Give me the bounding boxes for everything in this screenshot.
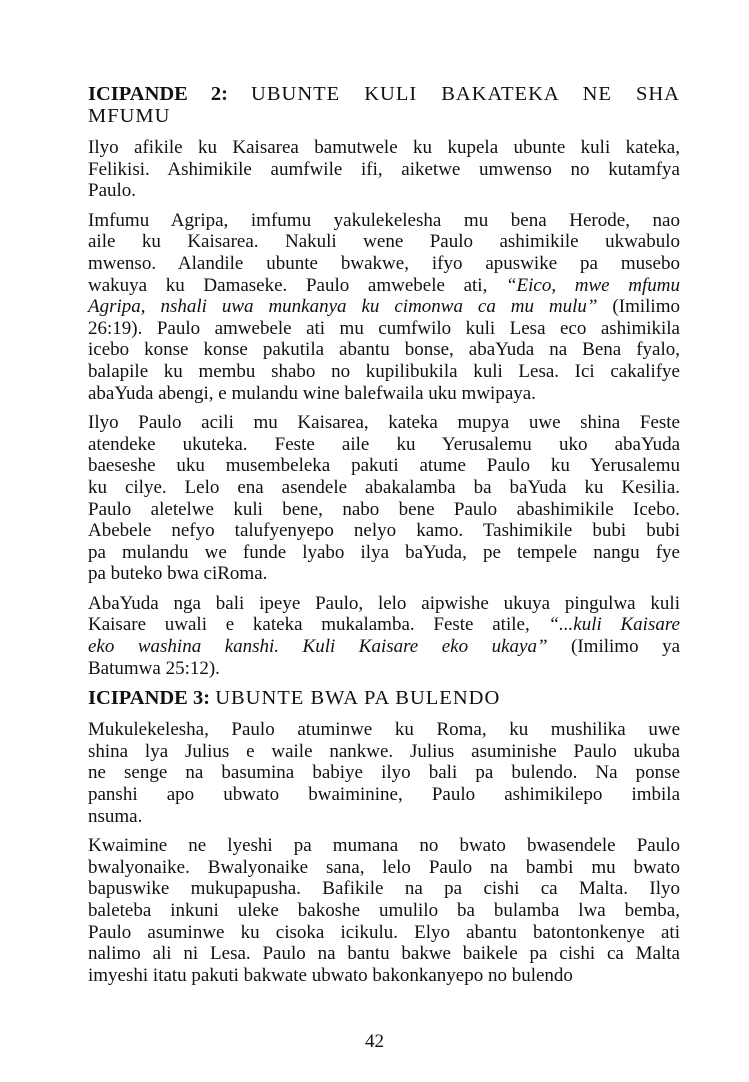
text-line xyxy=(88,835,680,857)
text-line xyxy=(88,180,680,202)
bold-label: ICIPANDE 2: xyxy=(88,83,252,105)
text-segment: panshi apo ubwato bwaiminine, Paulo ashimikilepo imbila xyxy=(88,784,680,806)
paragraph xyxy=(88,835,680,986)
text-line xyxy=(88,719,680,741)
text-segment: shina lya Julius e waile nankwe. Julius asuminishe Paulo ukuba xyxy=(88,740,680,762)
text-segment: (Imilimo xyxy=(597,296,680,318)
text-line xyxy=(88,563,680,585)
text-segment: aile ku Kaisarea. Nakuli wene Paulo ashimikile ukwabulo xyxy=(88,231,680,253)
text-line xyxy=(88,542,680,564)
text-line xyxy=(88,105,680,127)
paragraph xyxy=(88,412,680,585)
text-line xyxy=(88,477,680,499)
text-line xyxy=(88,210,680,232)
text-line xyxy=(88,275,680,297)
text-line xyxy=(88,878,680,900)
text-segment: UBUNTE KULI BAKATEKA NE SHA xyxy=(251,83,680,105)
text-segment: Imfumu Agripa, imfumu yakulekelesha mu bena Herode, nao xyxy=(88,209,680,231)
text-line xyxy=(88,965,680,987)
text-segment: nsuma. xyxy=(88,805,143,827)
text-segment: bwalyonaike. Bwalyonaike sana, lelo Paulo na bambi mu bwato xyxy=(88,856,680,878)
section-heading xyxy=(88,687,680,709)
text-segment: Abebele nefyo talufyenyepo nelyo kamo. Tashimikile bubi bubi xyxy=(88,520,680,542)
text-line xyxy=(88,806,680,828)
text-segment: nalimo ali ni Lesa. Paulo na bantu bakwe baikele pa cishi ca Malta xyxy=(88,943,680,965)
text-segment: Paulo aletelwe kuli bene, nabo bene Paulo abashimikile Icebo. xyxy=(88,498,680,520)
section-heading xyxy=(88,83,680,127)
italic-quote: “...kuli Kaisare xyxy=(548,614,680,636)
text-segment: bapuswike mukupapusha. Bafikile na pa cishi ca Malta. Ilyo xyxy=(88,878,680,900)
text-line xyxy=(88,83,680,105)
text-line xyxy=(88,636,680,658)
page-number: 42 xyxy=(365,1031,384,1052)
text-line xyxy=(88,687,680,709)
page-content xyxy=(88,83,680,994)
text-line xyxy=(88,784,680,806)
text-segment: Paulo asuminwe ku cisoka icikulu. Elyo abantu batontonkenye ati xyxy=(88,921,680,943)
text-line xyxy=(88,159,680,181)
text-line xyxy=(88,857,680,879)
text-line xyxy=(88,434,680,456)
text-line xyxy=(88,253,680,275)
text-line xyxy=(88,658,680,680)
text-segment: pa buteko bwa ciRoma. xyxy=(88,563,268,585)
text-segment: (Imilimo ya xyxy=(547,636,680,658)
text-segment: balapile ku membu shabo no kupilibukila kuli Lesa. Ici cakalifye xyxy=(88,360,680,382)
text-segment: ne senge na basumina babiye ilyo bali pa bulendo. Na ponse xyxy=(88,762,680,784)
paragraph xyxy=(88,137,680,202)
text-segment: baeseshe uku musembeleka pakuti atume Paulo ku Yerusalemu xyxy=(88,455,680,477)
text-segment: Kaisare uwali e kateka mukalamba. Feste atile, xyxy=(88,614,549,636)
text-line xyxy=(88,499,680,521)
text-line xyxy=(88,900,680,922)
italic-quote: “Eico, mwe mfumu xyxy=(505,274,680,296)
paragraph xyxy=(88,593,680,679)
text-segment: Mukulekelesha, Paulo atuminwe ku Roma, ku mushilika uwe xyxy=(88,719,680,741)
text-segment: Kwaimine ne lyeshi pa mumana no bwato bwasendele Paulo xyxy=(88,835,680,857)
text-segment: 26:19). Paulo amwebele ati mu cumfwilo kuli Lesa eco ashimikila xyxy=(88,317,680,339)
text-segment: abaYuda abengi, e mulandu wine balefwaila uku mwipaya. xyxy=(88,382,536,404)
text-line xyxy=(88,383,680,405)
text-segment: pa mulandu we funde lyabo ilya baYuda, pe tempele nangu fye xyxy=(88,541,680,563)
text-line xyxy=(88,231,680,253)
text-line xyxy=(88,614,680,636)
paragraph xyxy=(88,719,680,827)
text-line xyxy=(88,412,680,434)
italic-quote: Agripa, nshali uwa munkanya ku cimonwa ca mu mulu” xyxy=(88,296,598,318)
paragraph xyxy=(88,210,680,404)
text-segment: atendeke ukuteka. Feste aile ku Yerusalemu uko abaYuda xyxy=(88,433,680,455)
text-segment: ku cilye. Lelo ena asendele abakalamba ba baYuda ku Kesilia. xyxy=(88,476,680,498)
text-line xyxy=(88,741,680,763)
text-segment: imyeshi itatu pakuti bakwate ubwato bakonkanyepo no bulendo xyxy=(88,964,573,986)
text-line xyxy=(88,762,680,784)
text-segment: Ilyo afikile ku Kaisarea bamutwele ku kupela ubunte kuli kateka, xyxy=(88,137,680,158)
text-line xyxy=(88,922,680,944)
text-line xyxy=(88,593,680,615)
text-segment: baleteba inkuni uleke bakoshe umulilo ba bulamba lwa bemba, xyxy=(88,900,680,921)
text-segment: MFUMU xyxy=(88,105,171,127)
text-line xyxy=(88,943,680,965)
text-segment: Ilyo Paulo acili mu Kaisarea, kateka mupya uwe shina Feste xyxy=(88,412,680,434)
text-segment: icebo konse konse pakutila abantu bonse, abaYuda na Bena fyalo, xyxy=(88,339,680,361)
text-segment: Paulo. xyxy=(88,180,137,202)
text-segment: Batumwa 25:12). xyxy=(88,657,220,679)
text-line xyxy=(88,339,680,361)
text-segment: UBUNTE BWA PA BULENDO xyxy=(215,687,501,710)
italic-quote: eko washina kanshi. Kuli Kaisare eko ukaya” xyxy=(88,636,548,658)
text-line xyxy=(88,455,680,477)
text-line xyxy=(88,361,680,383)
text-segment: mwenso. Alandile ubunte bwakwe, ifyo apuswike pa musebo xyxy=(88,252,680,274)
text-segment: wakuya ku Damaseke. Paulo amwebele ati, xyxy=(88,274,506,296)
text-segment: AbaYuda nga bali ipeye Paulo, lelo aipwishe ukuya pingulwa kuli xyxy=(88,592,680,614)
text-segment: Felikisi. Ashimikile aumfwile ifi, aiketwe umwenso no kutamfya xyxy=(88,158,680,180)
text-line xyxy=(88,520,680,542)
text-line xyxy=(88,296,680,318)
bold-label: ICIPANDE 3: xyxy=(88,687,216,710)
text-line xyxy=(88,137,680,159)
text-line xyxy=(88,318,680,340)
